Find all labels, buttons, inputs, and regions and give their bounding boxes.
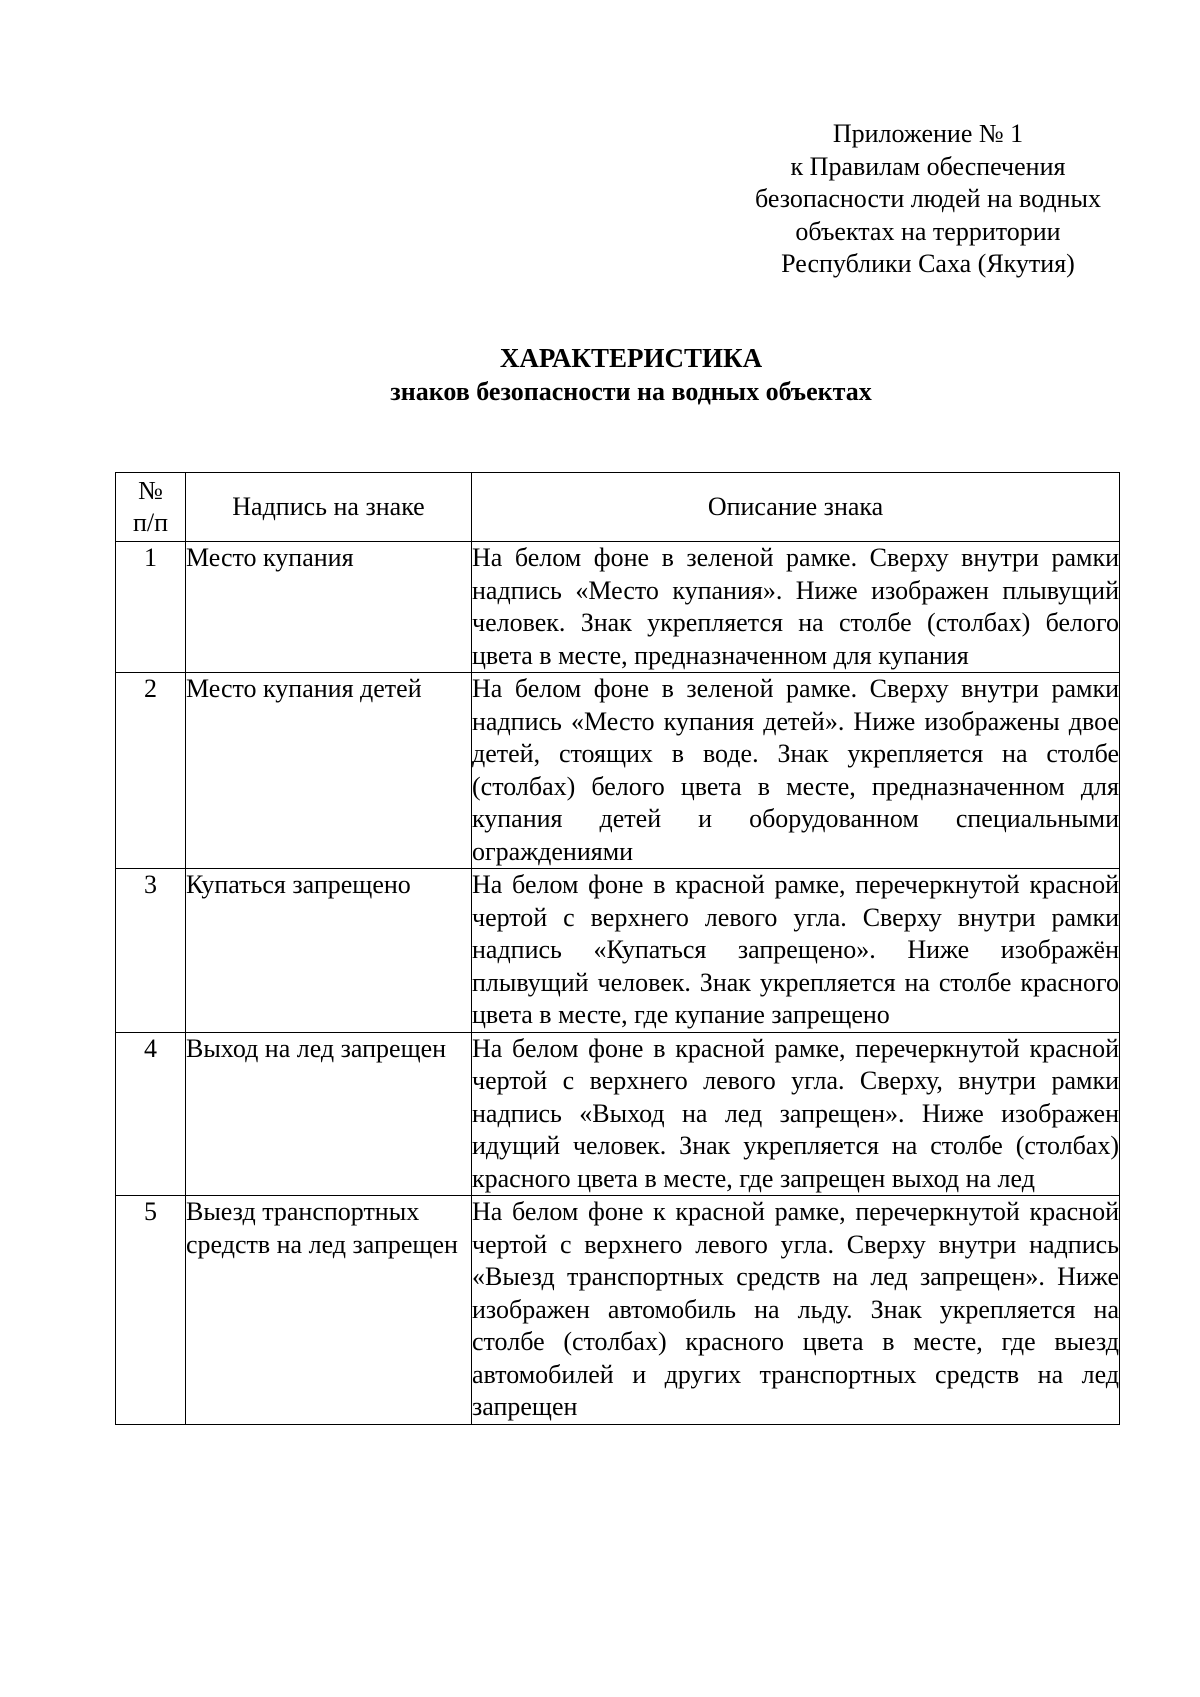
header-number-symbol: № xyxy=(138,476,163,505)
appendix-line: к Правилам обеспечения xyxy=(790,151,1066,181)
appendix-line: Приложение № 1 xyxy=(832,119,1024,148)
sign-description: На белом фоне в зеленой рамке. Сверху внутри рамки надпись «Место купания». Ниже изображен плывущий человек. Знак укрепляется на столбе (столбах) белого цвета в месте, предназначенном для купания xyxy=(472,542,1120,673)
row-number: 2 xyxy=(116,673,186,869)
appendix-line: объектах на территории xyxy=(795,216,1061,246)
row-number: 3 xyxy=(116,869,186,1033)
document-subtitle: знаков безопасности на водных объектах xyxy=(390,377,872,406)
sign-label: Выход на лед запрещен xyxy=(186,1032,472,1196)
appendix-line: безопасности людей на водных xyxy=(755,184,1101,213)
header-sign-description: Описание знака xyxy=(472,473,1120,542)
table-row xyxy=(116,673,1120,869)
table-row xyxy=(116,869,1120,1033)
sign-label: Место купания детей xyxy=(186,673,472,869)
appendix-reference xyxy=(728,118,1128,281)
sign-description: На белом фоне в красной рамке, перечеркнутой красной чертой с верхнего левого угла. Сверху внутри рамки надпись «Купаться запрещено». Ниже изображён плывущий человек. Знак укрепляется на столбе красного цвета в месте, где купание запрещено xyxy=(472,869,1120,1033)
sign-label: Купаться запрещено xyxy=(186,869,472,1033)
header-sign-label: Надпись на знаке xyxy=(186,473,472,542)
appendix-line: Республики Саха (Якутия) xyxy=(781,249,1075,278)
table-row xyxy=(116,542,1120,673)
row-number: 5 xyxy=(116,1196,186,1425)
table-row xyxy=(116,1196,1120,1425)
table-header-row xyxy=(116,473,1120,542)
table-row xyxy=(116,1032,1120,1196)
safety-signs-table xyxy=(115,472,1120,1425)
header-number-abbrev: п/п xyxy=(132,508,169,537)
row-number: 1 xyxy=(116,542,186,673)
row-number: 4 xyxy=(116,1032,186,1196)
sign-description: На белом фоне к красной рамке, перечеркнутой красной чертой с верхнего левого угла. Сверху внутри надпись «Выезд транспортных средств на лед запрещен». Ниже изображен автомобиль на льду. Знак укрепляется на столбе (столбах) красного цвета в месте, где выезд автомобилей и других транспортных средств на лед запрещен xyxy=(472,1196,1120,1425)
document-title: ХАРАКТЕРИСТИКА xyxy=(499,343,763,373)
document-heading xyxy=(0,342,1200,408)
sign-description: На белом фоне в зеленой рамке. Сверху внутри рамки надпись «Место купания детей». Ниже изображены двое детей, стоящих в воде. Знак укрепляется на столбе (столбах) белого цвета в месте, предназначенном для купания детей и оборудованном специальными ограждениями xyxy=(472,673,1120,869)
sign-label: Выезд транспортных средств на лед запрещен xyxy=(186,1196,472,1425)
header-number xyxy=(116,473,186,542)
sign-description: На белом фоне в красной рамке, перечеркнутой красной чертой с верхнего левого угла. Сверху, внутри рамки надпись «Выход на лед запрещен». Ниже изображен идущий человек. Знак укрепляется на столбе (столбах) красного цвета в месте, где запрещен выход на лед xyxy=(472,1032,1120,1196)
sign-label: Место купания xyxy=(186,542,472,673)
